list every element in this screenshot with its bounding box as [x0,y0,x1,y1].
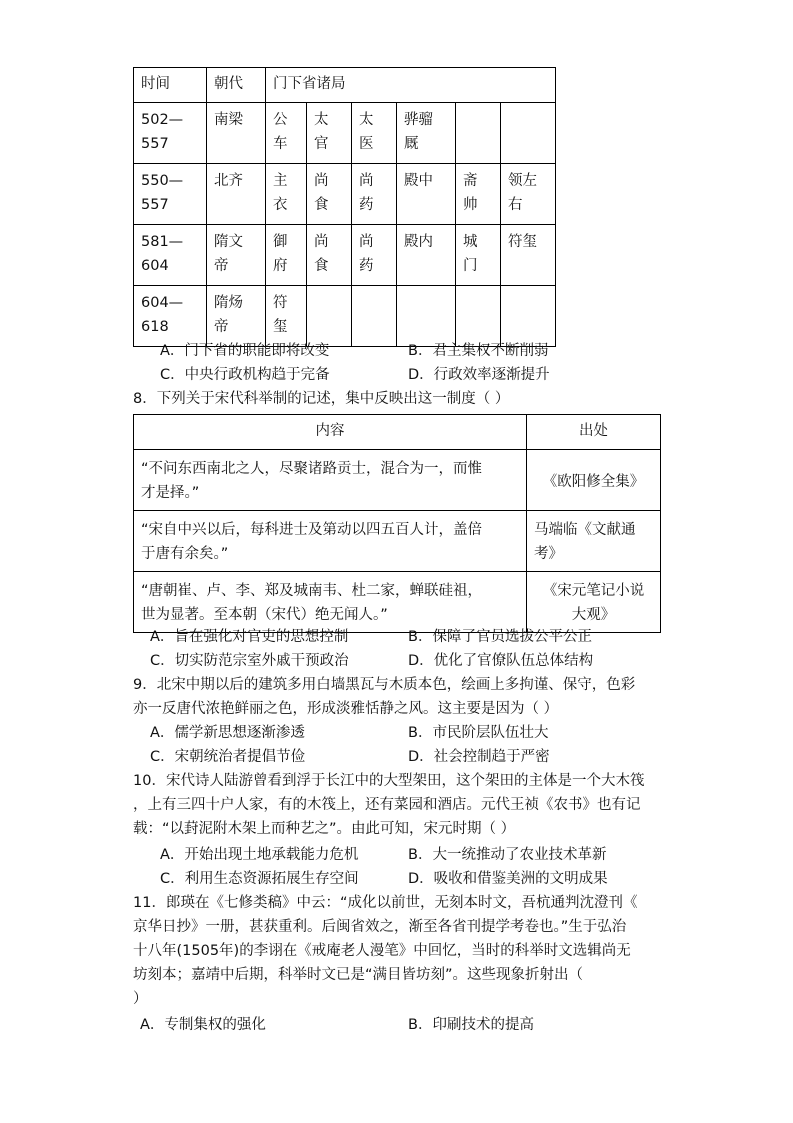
cell-bureau: 殿中 [397,164,456,225]
cell-source: 《宋元笔记小说 大观》 [527,572,661,633]
cell-bureau: 领左 右 [501,164,556,225]
cell-time: 502— 557 [134,103,207,164]
q10-stem: 10．宋代诗人陆游曾看到浮于长江中的大型架田，这个架田的主体是一个大木筏 ，上有三四十户人家，有的木筏上，还有菜园和酒店。元代王祯《农书》也有记 载：“以葑泥附木架上而种艺之”。由此可知，宋元时期（ ） [133,773,645,837]
q7-option-b[interactable]: B．君主集权不断削弱 [408,343,549,359]
cell-bureau: 太 官 [307,103,352,164]
header-source: 出处 [527,415,661,450]
q10-option-d[interactable]: D．吸收和借鉴美洲的文明成果 [408,871,608,887]
table-row [134,164,556,225]
q8-option-a[interactable]: A．旨在强化对官吏的思想控制 [150,629,349,645]
table-row [134,103,556,164]
header-dynasty: 朝代 [207,68,266,103]
q7-option-a[interactable]: A．门下省的职能即将改变 [160,343,330,359]
table-header-row [134,68,556,103]
cell-bureau [501,103,556,164]
table-row [134,450,661,511]
cell-content: “唐朝崔、卢、李、郑及城南韦、杜二家，蝉联硅祖， 世为显著。至本朝（宋代）绝无闻人。” [134,572,527,633]
cell-bureau: 殿内 [397,225,456,286]
q9-option-b[interactable]: B．市民阶层队伍壮大 [408,725,549,741]
q7-option-c[interactable]: C．中央行政机构趋于完备 [160,367,330,383]
q10-option-c[interactable]: C．利用生态资源拓展生存空间 [160,871,359,887]
q11-option-a[interactable]: A．专制集权的强化 [140,1017,266,1033]
cell-bureau: 御 府 [266,225,307,286]
q7-option-d[interactable]: D．行政效率逐渐提升 [408,367,550,383]
q10-option-a[interactable]: A．开始出现土地承载能力危机 [160,847,359,863]
cell-bureau: 尚 药 [352,164,397,225]
table-header-row [134,415,661,450]
cell-dynasty: 隋炀 帝 [207,286,266,347]
cell-source: 《欧阳修全集》 [527,450,661,511]
header-time: 时间 [134,68,207,103]
cell-dynasty: 北齐 [207,164,266,225]
cell-content: “宋自中兴以后，每科进士及第动以四五百人计，盖倍 于唐有余矣。” [134,511,527,572]
q9-option-d[interactable]: D．社会控制趋于严密 [408,749,550,765]
table-row [134,572,661,633]
cell-bureau [397,286,456,347]
cell-bureau [501,286,556,347]
cell-content: “不问东西南北之人，尽聚诸路贡士，混合为一，而惟 才是择。” [134,450,527,511]
table-row [134,511,661,572]
cell-bureau: 骅骝 厩 [397,103,456,164]
header-bureaus: 门下省诸局 [266,68,556,103]
cell-bureau [456,286,501,347]
cell-source: 马端临《文献通 考》 [527,511,661,572]
cell-bureau [456,103,501,164]
cell-dynasty: 南梁 [207,103,266,164]
cell-bureau: 符 玺 [266,286,307,347]
q11-stem: 11．郎瑛在《七修类稿》中云：“成化以前世，无刻本时文，吾杭通判沈澄刊《 京华日抄》一册，甚获重利。后闽省效之，渐至各省刊提学考卷也。”生于弘治 十八年(1505年)的李诩在《戒庵老人漫笔》中回忆，当时的科举时文选辑尚无 坊刻本；嘉靖中后期，科举时文已是“满目皆坊刻”。这些现象折射出（ ） [133,895,638,1007]
cell-time: 581— 604 [134,225,207,286]
cell-time: 604— 618 [134,286,207,347]
cell-bureau [307,286,352,347]
cell-bureau: 城 门 [456,225,501,286]
table-row [134,286,556,347]
cell-bureau: 公 车 [266,103,307,164]
q9-option-c[interactable]: C．宋朝统治者提倡节俭 [150,749,306,765]
q8-option-d[interactable]: D．优化了官僚队伍总体结构 [408,653,594,669]
cell-bureau: 尚 食 [307,225,352,286]
q11-option-b[interactable]: B．印刷技术的提高 [408,1017,534,1033]
cell-bureau: 太 医 [352,103,397,164]
q9-stem: 9．北宋中期以后的建筑多用白墙黑瓦与木质本色，绘画上多拘谨、保守，色彩 亦一反唐代浓艳鲜丽之色，形成淡雅恬静之风。这主要是因为（ ） [133,677,636,717]
cell-bureau: 尚 药 [352,225,397,286]
q9-option-a[interactable]: A．儒学新思想逐渐渗透 [150,725,305,741]
table-row [134,225,556,286]
cell-bureau: 斋 帅 [456,164,501,225]
cell-bureau: 主 衣 [266,164,307,225]
q8-stem: 8．下列关于宋代科举制的记述，集中反映出这一制度（ ） [133,391,510,407]
header-content: 内容 [134,415,527,450]
cell-bureau [352,286,397,347]
keju-record-table [133,414,661,633]
q8-option-b[interactable]: B．保障了官员选拔公平公正 [408,629,592,645]
cell-bureau: 尚 食 [307,164,352,225]
cell-bureau: 符玺 [501,225,556,286]
q10-option-b[interactable]: B．大一统推动了农业技术革新 [408,847,607,863]
cell-time: 550— 557 [134,164,207,225]
cell-dynasty: 隋文 帝 [207,225,266,286]
q8-option-c[interactable]: C．切实防范宗室外戚干预政治 [150,653,349,669]
dynasty-bureau-table [133,67,556,347]
